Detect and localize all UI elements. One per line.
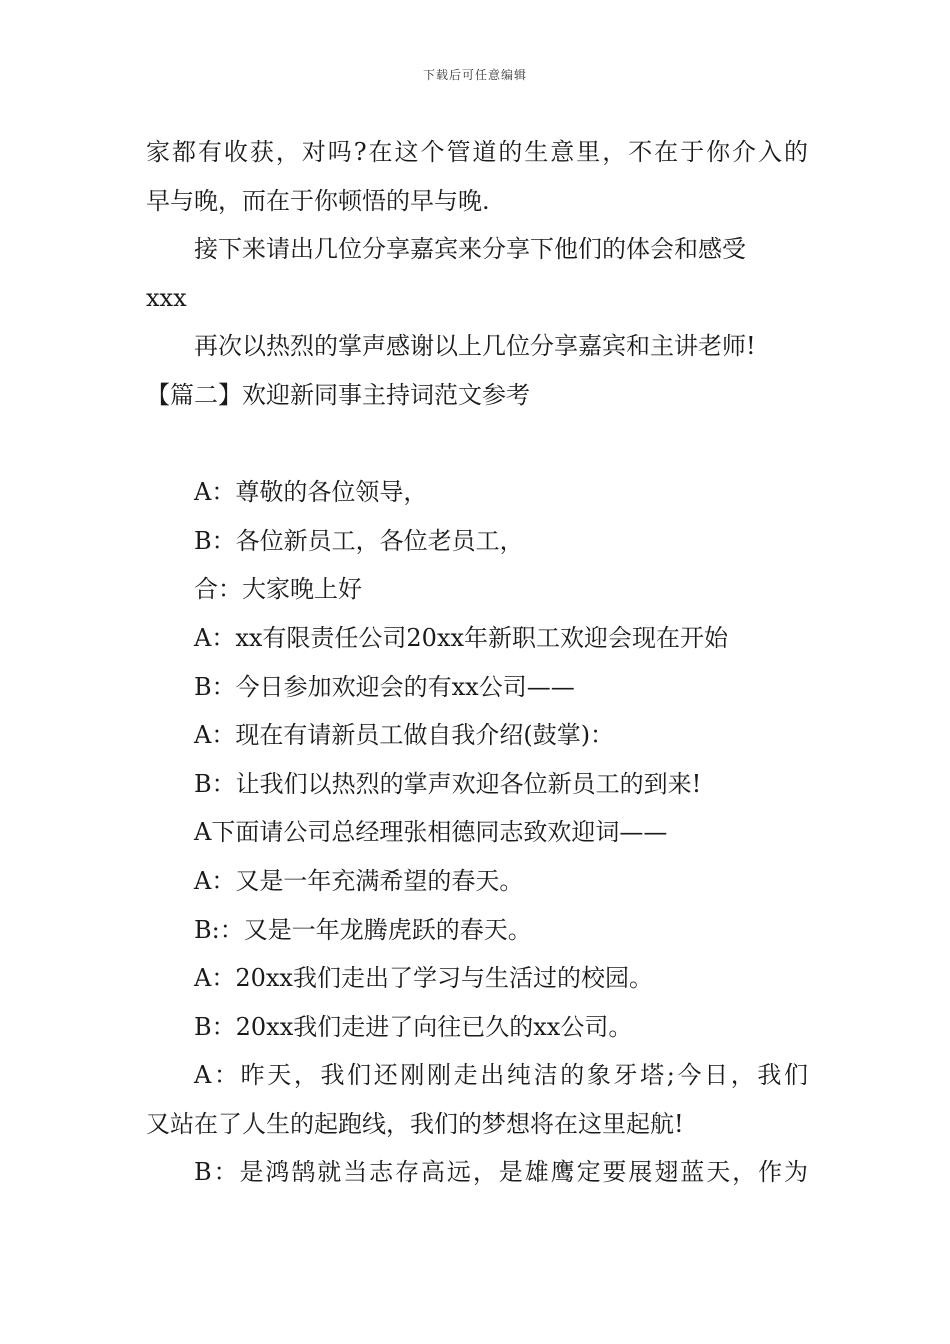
paragraph-line: 接下来请出几位分享嘉宾来分享下他们的体会和感受: [194, 235, 746, 264]
dialogue-line: 合：大家晚上好: [194, 575, 362, 604]
dialogue-line: B：各位新员工，各位老员工，: [194, 526, 524, 555]
paragraph-line: 家都有收获，对吗?在这个管道的生意里，不在于你介入的: [146, 138, 808, 166]
dialogue-line: A：xx有限责任公司20xx年新职工欢迎会现在开始: [194, 623, 729, 652]
dialogue-line: B：是鸿鹄就当志存高远，是雄鹰定要展翅蓝天，作为: [194, 1158, 808, 1187]
paragraph-line: 早与晚，而在于你顿悟的早与晚.: [146, 186, 490, 215]
document-body: [146, 128, 808, 1197]
dialogue-line: B：让我们以热烈的掌声欢迎各位新员工的到来!: [194, 769, 702, 798]
paragraph-line: 再次以热烈的掌声感谢以上几位分享嘉宾和主讲老师!: [194, 332, 756, 361]
blank-line: [146, 420, 808, 469]
dialogue-line: A：又是一年充满希望的春天。: [194, 866, 524, 895]
paragraph-line: xxx: [146, 283, 187, 312]
dialogue-line: A下面请公司总经理张相德同志致欢迎词——: [194, 818, 668, 847]
dialogue-line: A：尊敬的各位领导，: [194, 478, 428, 507]
dialogue-line: B:：又是一年龙腾虎跃的春天。: [194, 915, 532, 944]
dialogue-line: 又站在了人生的起跑线，我们的梦想将在这里起航!: [146, 1109, 684, 1138]
dialogue-line: A：现在有请新员工做自我介绍(鼓掌)：: [194, 721, 615, 750]
page-header: 下载后可任意编辑: [422, 68, 527, 82]
dialogue-line: B：20xx我们走进了向往已久的xx公司。: [194, 1012, 633, 1041]
dialogue-line: A：昨天，我们还刚刚走出纯洁的象牙塔;今日，我们: [194, 1061, 808, 1090]
section-title: 【篇二】欢迎新同事主持词范文参考: [146, 380, 530, 409]
dialogue-line: A：20xx我们走出了学习与生活过的校园。: [194, 964, 653, 993]
dialogue-line: B：今日参加欢迎会的有xx公司——: [194, 672, 575, 701]
